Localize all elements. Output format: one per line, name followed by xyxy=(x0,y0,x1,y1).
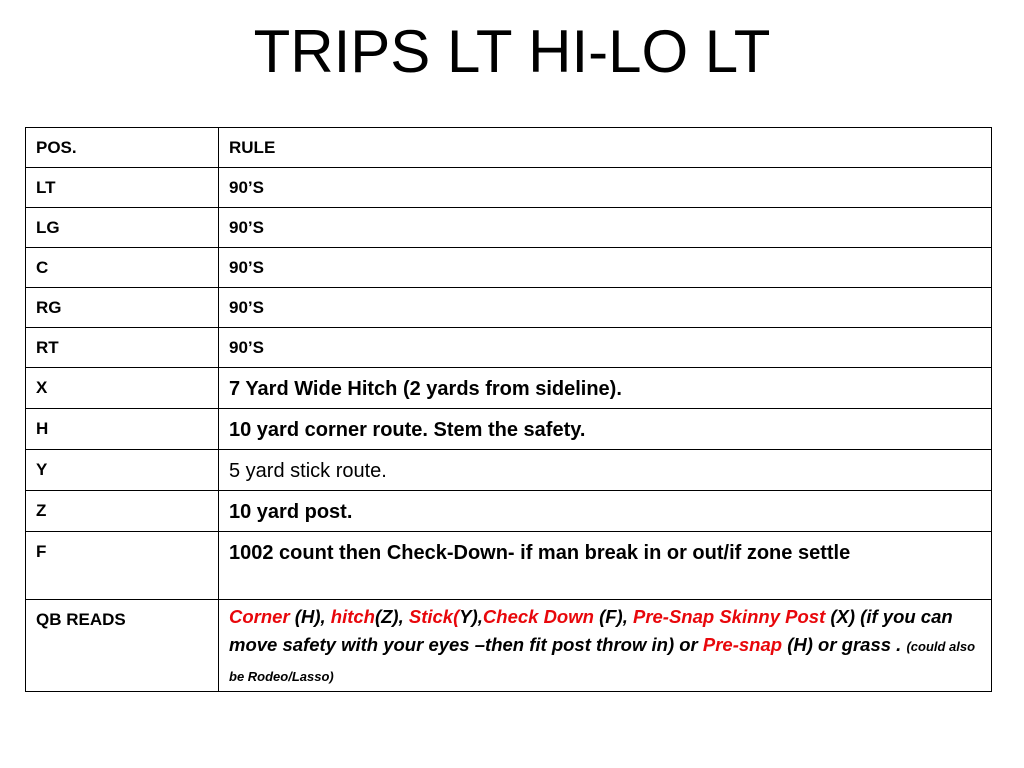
row-pos: Z xyxy=(26,491,219,532)
table-row xyxy=(26,450,992,491)
read-hitch: hitch xyxy=(330,606,375,627)
row-rule: 1002 count then Check-Down- if man break in or out/if zone settle xyxy=(219,532,992,600)
row-pos: RT xyxy=(26,328,219,368)
read-note: (could also be Rodeo/Lasso) xyxy=(229,639,976,684)
row-rule: 5 yard stick route. xyxy=(219,450,992,491)
qb-reads-text xyxy=(219,600,992,692)
row-rule: 10 yard post. xyxy=(219,491,992,532)
table-row xyxy=(26,409,992,450)
read-text: (H) or grass . xyxy=(782,634,907,655)
row-pos: RG xyxy=(26,288,219,328)
row-pos: C xyxy=(26,248,219,288)
row-rule: 90’S xyxy=(219,208,992,248)
table-row xyxy=(26,248,992,288)
table-row xyxy=(26,168,992,208)
row-rule: 90’S xyxy=(219,328,992,368)
row-pos: Y xyxy=(26,450,219,491)
row-rule: 90’S xyxy=(219,248,992,288)
table-row xyxy=(26,208,992,248)
row-pos: F xyxy=(26,532,219,600)
table-row xyxy=(26,328,992,368)
page-title: TRIPS LT HI-LO LT xyxy=(253,18,771,85)
row-rule: 10 yard corner route. Stem the safety. xyxy=(219,409,992,450)
table-row xyxy=(26,532,992,600)
row-pos: X xyxy=(26,368,219,409)
header-pos: POS. xyxy=(26,128,219,168)
play-rules-table xyxy=(25,127,992,692)
table-row xyxy=(26,288,992,328)
table-row xyxy=(26,368,992,409)
read-text: (F), xyxy=(593,606,633,627)
read-pre-snap-skinny-post: Pre-Snap Skinny Post xyxy=(632,606,826,627)
row-pos: H xyxy=(26,409,219,450)
row-rule: 90’S xyxy=(219,168,992,208)
read-text: Y), xyxy=(459,606,483,627)
row-rule: 90’S xyxy=(219,288,992,328)
read-pre-snap: Pre-snap xyxy=(702,634,783,655)
read-check-down: Check Down xyxy=(482,606,594,627)
qb-reads-row xyxy=(26,600,992,692)
read-corner: Corner xyxy=(229,606,290,627)
row-rule: 7 Yard Wide Hitch (2 yards from sideline). xyxy=(219,368,992,409)
table-row xyxy=(26,491,992,532)
header-rule: RULE xyxy=(219,128,992,168)
qb-reads-label: QB READS xyxy=(26,600,219,692)
read-text: (X) (if you can move safety with your eyes –then fit post throw in) or xyxy=(229,606,953,655)
read-text: (H), xyxy=(289,606,331,627)
table-header-row xyxy=(26,128,992,168)
read-text: (Z), xyxy=(374,606,409,627)
row-pos: LT xyxy=(26,168,219,208)
read-stick: Stick( xyxy=(408,606,460,627)
row-pos: LG xyxy=(26,208,219,248)
